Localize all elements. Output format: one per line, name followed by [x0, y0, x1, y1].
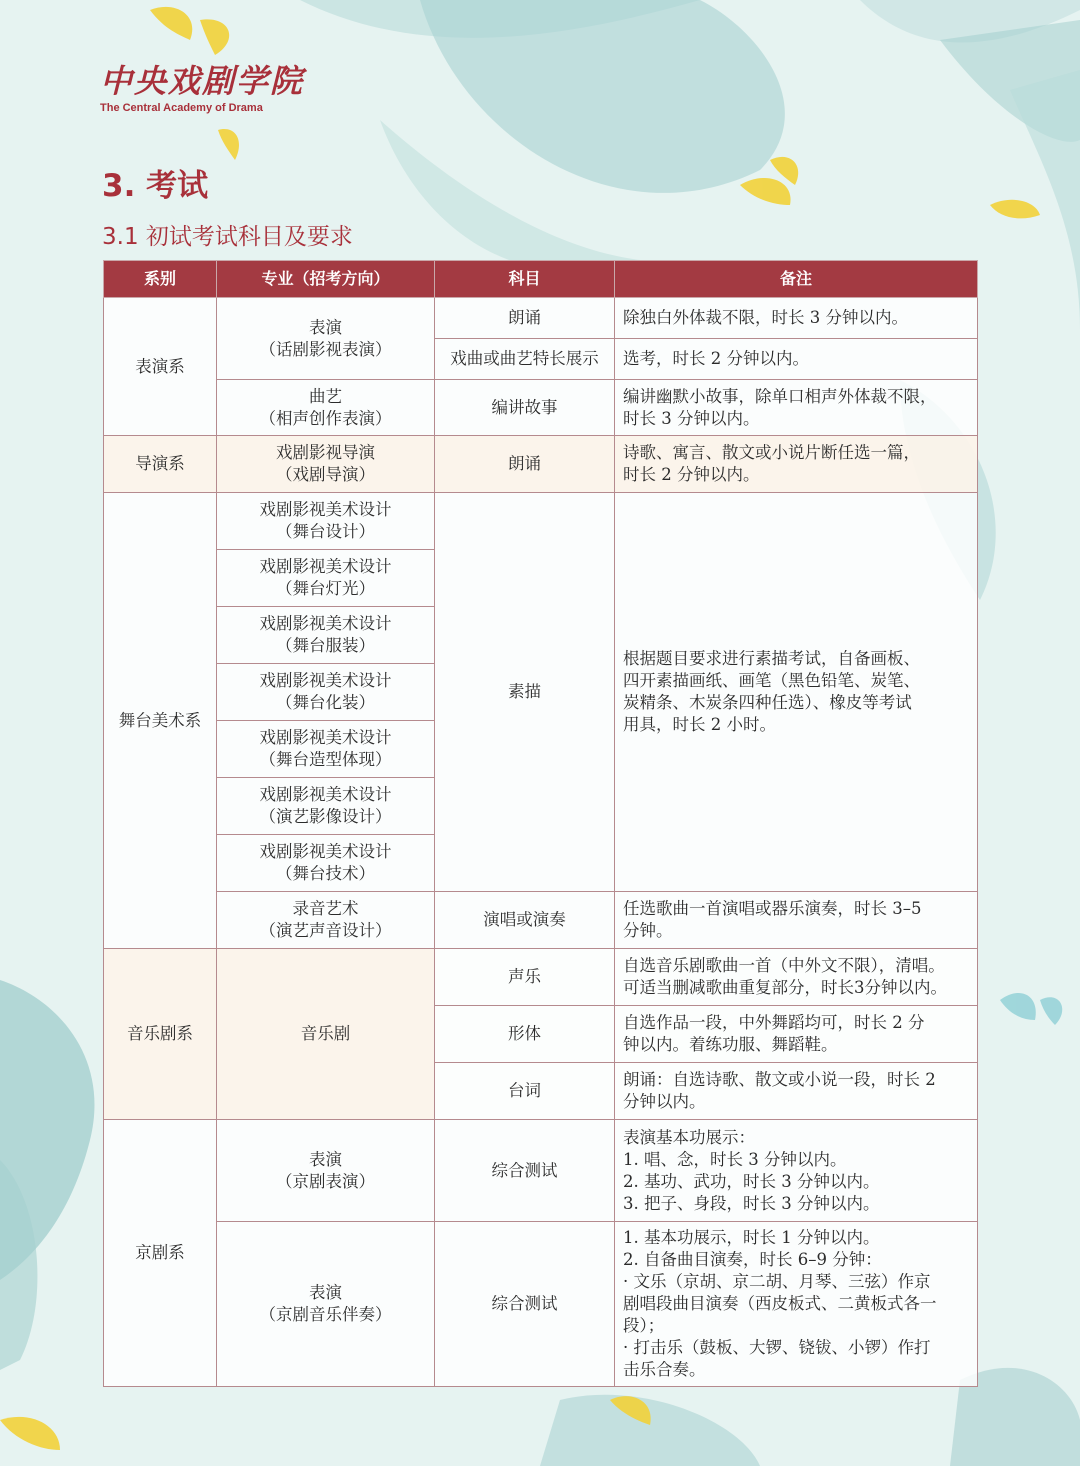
dept-cell: 京剧系 [104, 1120, 217, 1387]
subject-cell: 朗诵 [435, 298, 615, 339]
subject-cell: 综合测试 [435, 1120, 615, 1222]
note-cell: 自选音乐剧歌曲一首（中外文不限），清唱。 可适当删减歌曲重复部分，时长3分钟以内。 [615, 949, 978, 1006]
exam-subjects-table [103, 260, 978, 1387]
major-cell: 曲艺 （相声创作表演） [217, 380, 435, 436]
table-row [104, 380, 978, 436]
major-cell: 戏剧影视美术设计 （舞台设计） [217, 493, 435, 550]
table-row [104, 436, 978, 493]
academy-logo [100, 62, 304, 114]
major-cell: 戏剧影视美术设计 （舞台服装） [217, 607, 435, 664]
header-major: 专业（招考方向） [217, 261, 435, 298]
table-row [104, 892, 978, 949]
table-row [104, 949, 978, 1006]
note-cell: 1. 基本功展示，时长 1 分钟以内。 2. 自备曲目演奏，时长 6–9 分钟： · 文乐（京胡、京二胡、月琴、三弦）作京 剧唱段曲目演奏（西皮板式、二黄板式各一 段）； · 打击乐（鼓板、大锣、铙钹、小锣）作打 击乐合奏。 [615, 1222, 978, 1387]
dept-cell: 导演系 [104, 436, 217, 493]
table-row [104, 1120, 978, 1222]
table-row [104, 298, 978, 339]
note-cell: 编讲幽默小故事，除单口相声外体裁不限， 时长 3 分钟以内。 [615, 380, 978, 436]
table-row [104, 1222, 978, 1387]
major-cell: 戏剧影视导演 （戏剧导演） [217, 436, 435, 493]
note-cell: 表演基本功展示： 1. 唱、念，时长 3 分钟以内。 2. 基功、武功，时长 3 分钟以内。 3. 把子、身段，时长 3 分钟以内。 [615, 1120, 978, 1222]
subject-cell: 台词 [435, 1063, 615, 1120]
subject-cell: 演唱或演奏 [435, 892, 615, 949]
note-cell: 除独白外体裁不限，时长 3 分钟以内。 [615, 298, 978, 339]
major-cell: 表演 （京剧音乐伴奏） [217, 1222, 435, 1387]
major-cell: 戏剧影视美术设计 （舞台技术） [217, 835, 435, 892]
major-cell: 戏剧影视美术设计 （演艺影像设计） [217, 778, 435, 835]
major-cell: 戏剧影视美术设计 （舞台化装） [217, 664, 435, 721]
header-subject: 科目 [435, 261, 615, 298]
subject-cell: 戏曲或曲艺特长展示 [435, 339, 615, 380]
subject-cell: 编讲故事 [435, 380, 615, 436]
major-cell: 戏剧影视美术设计 （舞台灯光） [217, 550, 435, 607]
header-notes: 备注 [615, 261, 978, 298]
note-cell: 诗歌、寓言、散文或小说片断任选一篇， 时长 2 分钟以内。 [615, 436, 978, 493]
note-cell: 任选歌曲一首演唱或器乐演奏，时长 3–5 分钟。 [615, 892, 978, 949]
subject-cell: 素描 [435, 493, 615, 892]
subject-cell: 形体 [435, 1006, 615, 1063]
note-cell: 自选作品一段，中外舞蹈均可，时长 2 分 钟以内。着练功服、舞蹈鞋。 [615, 1006, 978, 1063]
subject-cell: 声乐 [435, 949, 615, 1006]
major-cell: 表演 （话剧影视表演） [217, 298, 435, 380]
section-heading: 3. 考试 [102, 168, 209, 204]
note-cell: 选考，时长 2 分钟以内。 [615, 339, 978, 380]
subsection-heading: 3.1 初试考试科目及要求 [102, 224, 353, 250]
major-cell: 戏剧影视美术设计 （舞台造型体现） [217, 721, 435, 778]
table-header-row [104, 261, 978, 298]
header-department: 系别 [104, 261, 217, 298]
subject-cell: 朗诵 [435, 436, 615, 493]
major-cell: 录音艺术 （演艺声音设计） [217, 892, 435, 949]
subject-cell: 综合测试 [435, 1222, 615, 1387]
major-cell: 音乐剧 [217, 949, 435, 1120]
major-cell: 表演 （京剧表演） [217, 1120, 435, 1222]
logo-english: The Central Academy of Drama [100, 102, 263, 114]
logo-chinese: 中央戏剧学院 [100, 62, 305, 100]
note-cell: 根据题目要求进行素描考试，自备画板、 四开素描画纸、画笔（黑色铅笔、炭笔、 炭精条、木炭条四种任选）、橡皮等考试 用具，时长 2 小时。 [615, 493, 978, 892]
note-cell: 朗诵：自选诗歌、散文或小说一段，时长 2 分钟以内。 [615, 1063, 978, 1120]
dept-cell: 表演系 [104, 298, 217, 436]
dept-cell: 音乐剧系 [104, 949, 217, 1120]
table-row [104, 493, 978, 550]
dept-cell: 舞台美术系 [104, 493, 217, 949]
